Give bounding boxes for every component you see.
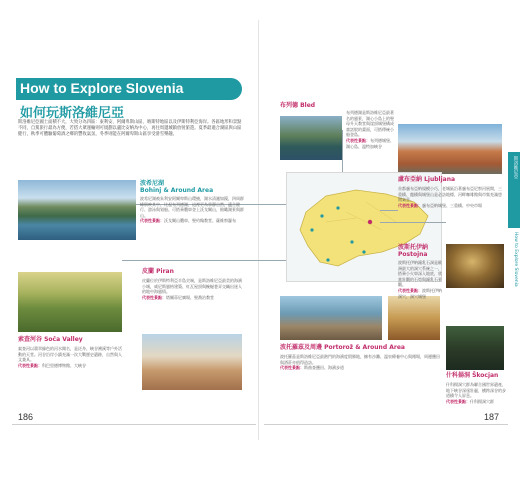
portoroz-tag: 代表性景點： — [280, 365, 304, 371]
postojna-cave-photo — [446, 244, 504, 288]
bled-tag: 代表性景點： — [346, 137, 370, 143]
soca-valley-photo — [18, 272, 122, 332]
bled-subtitle: Bled — [300, 102, 316, 109]
soca-tag: 代表性景點： — [18, 362, 42, 368]
soca-tag-text: 科巴里德博物館、大峽谷 — [42, 362, 86, 368]
portoroz-heading — [280, 344, 405, 351]
bled-text: 布列德湖是斯洛維尼亞最著名的風景，湖心小島上的聖母升天教堂與崖頂城堡構成童話般的畫面，可搭傳統小船登島。 — [346, 110, 394, 138]
bohinj-tag: 代表性景點： — [140, 218, 164, 224]
skocjan-heading — [446, 372, 498, 379]
bohinj-lake-photo — [18, 180, 136, 240]
postojna-text: 波斯托伊納鐘乳石洞是歐洲最大的洞穴系統之一，搭乘小火車深入地底，欣賞壯觀的石筍與鐘乳石景觀。 — [398, 260, 442, 288]
bled-island-photo — [280, 116, 342, 160]
leader-line — [380, 210, 398, 211]
skocjan-title: 什科揚洞 — [446, 372, 471, 379]
skocjan-subtitle: Škocjan — [472, 372, 499, 379]
soca-title: 索查河谷 — [18, 336, 43, 343]
ljubljana-tag-text: 盧布亞納城堡、三重橋、中央市場 — [422, 202, 482, 208]
portoroz-tag-text: 斯曲查鹽田、海濱步道 — [304, 365, 344, 371]
postojna-subtitle: Postojna — [398, 251, 428, 258]
soca-text: 索查河以翡翠綠色的河水聞名，是泛舟、峽谷溯溪等戶外活動的天堂。河谷沿岸小鎮充滿一次大戰歷史遺跡，自然與人文兼具。 — [18, 346, 122, 363]
footer-rule-left — [12, 424, 256, 425]
bohinj-subtitle: Bohinj & Around Area — [140, 187, 214, 194]
portoroz-body — [280, 354, 440, 371]
skocjan-cave-photo — [446, 326, 504, 370]
ljubljana-heading — [398, 176, 455, 183]
postojna-tag-text: 波斯托伊納洞穴、洞穴城堡 — [398, 287, 442, 299]
page-number-left: 186 — [18, 412, 34, 422]
piran-text: 皮蘭位於伊斯特利亞半島尖端，是斯洛維尼亞最美的海濱小城，威尼斯風格建築、紅瓦屋頂與蜿蜒巷弄交織出迷人的地中海風情。 — [142, 278, 242, 295]
postojna-title: 波斯托伊納 — [398, 244, 429, 251]
postojna-body — [398, 260, 444, 299]
skocjan-tag: 代表性景點： — [446, 398, 470, 404]
portoroz-title: 波托羅茲及周邊 — [280, 344, 323, 351]
ljubljana-tag: 代表性景點： — [398, 202, 422, 208]
wine-tasting-photo — [388, 296, 440, 340]
ljubljana-text: 首都盧布亞納規模小巧，老城區沿著盧布亞尼察河展開，三重橋、龍橋與城堡山是必訪地標，河畔咖啡館與市集充滿悠閒氣息。 — [398, 186, 502, 203]
ljubljana-title: 盧布亞納 — [398, 176, 423, 183]
bohinj-tag-text: 沃戈爾山纜車、聖約翰教堂、薩維察瀑布 — [164, 218, 236, 224]
ljubljana-castle-photo — [398, 124, 502, 174]
piran-title: 皮蘭 — [142, 268, 155, 275]
soca-subtitle: Soča Valley — [44, 336, 83, 343]
page-gutter — [258, 20, 259, 440]
bled-title: 布列德 — [280, 102, 299, 109]
piran-subtitle: Piran — [156, 268, 174, 275]
piran-body — [142, 278, 242, 300]
piran-tag-text: 塔爾蒂尼廣場、聖喬治教堂 — [166, 294, 214, 300]
leader-line — [122, 260, 286, 261]
side-tab-label-en: How to Explore Slovenia — [513, 232, 518, 287]
portoroz-text: 波托羅茲是斯洛維尼亞最熱門的海濱度假勝地，擁有沙灘、溫泉療養中心與賭場，周邊鹽田與酒莊亦值得造訪。 — [280, 354, 440, 365]
ljubljana-subtitle: Ljubljana — [424, 176, 456, 183]
leader-line — [380, 222, 446, 223]
soca-heading — [18, 336, 83, 343]
piran-town-photo — [142, 334, 242, 390]
page-title-en: How to Explore Slovenia — [20, 80, 184, 96]
ljubljana-body — [398, 186, 502, 208]
page-number-right: 187 — [484, 412, 500, 422]
postojna-heading — [398, 244, 428, 258]
soca-body — [18, 346, 122, 368]
skocjan-tag-text: 什科揚洞穴群 — [470, 398, 494, 404]
portoroz-subtitle: Portorož & Around Area — [324, 344, 405, 351]
bled-tag-text: 布列德城堡、湖心島、溫特加峽谷 — [346, 137, 394, 149]
piran-heading — [142, 268, 174, 275]
bohinj-text: 波希尼湖被朱利安阿爾卑斯山環繞，湖水清澈如鏡，四周群峰倒映其中。比起布列德湖，這裡更為寧靜自然，適合健行、游泳與划船。可搭乘纜車登上沃戈爾山，俯瞰湖景與群山。 — [140, 196, 244, 218]
bled-body — [346, 110, 396, 149]
bohinj-heading — [140, 180, 213, 194]
bohinj-title: 波希尼湖 — [140, 180, 165, 187]
bohinj-body — [140, 196, 244, 224]
skocjan-body — [446, 382, 506, 404]
side-tab-label: 斯洛維尼亞 — [513, 156, 518, 179]
postojna-tag: 代表性景點： — [398, 287, 422, 293]
intro-paragraph: 斯洛維尼亞國土面積不大，大致分為四區：東利安、阿爾卑斯山區、喀斯特地區以及伊斯特利亞海岸。各區地形和景點不同，自駕旅行最為方便，若搭大眾運輸則可規劃以盧比安納為中心，再往周邊城鎮放射旅遊。夏季最適合湖區與山區健行，秋季可體驗葡萄酒之鄉的豐收氣氛，冬季則能在阿爾卑斯山區享受滑雪樂趣。 — [18, 120, 242, 138]
bled-heading — [280, 102, 315, 109]
skocjan-text: 什科揚洞穴群為聯合國世界遺產，地下峽谷深邃壯麗，橫跨深谷的步道橋令人屏息。 — [446, 382, 506, 399]
portoroz-coast-photo — [280, 296, 382, 340]
page-title-zh: 如何玩斯洛維尼亞 — [20, 106, 125, 121]
footer-rule-right — [264, 424, 508, 425]
leader-line — [342, 130, 343, 172]
piran-tag: 代表性景點： — [142, 294, 166, 300]
